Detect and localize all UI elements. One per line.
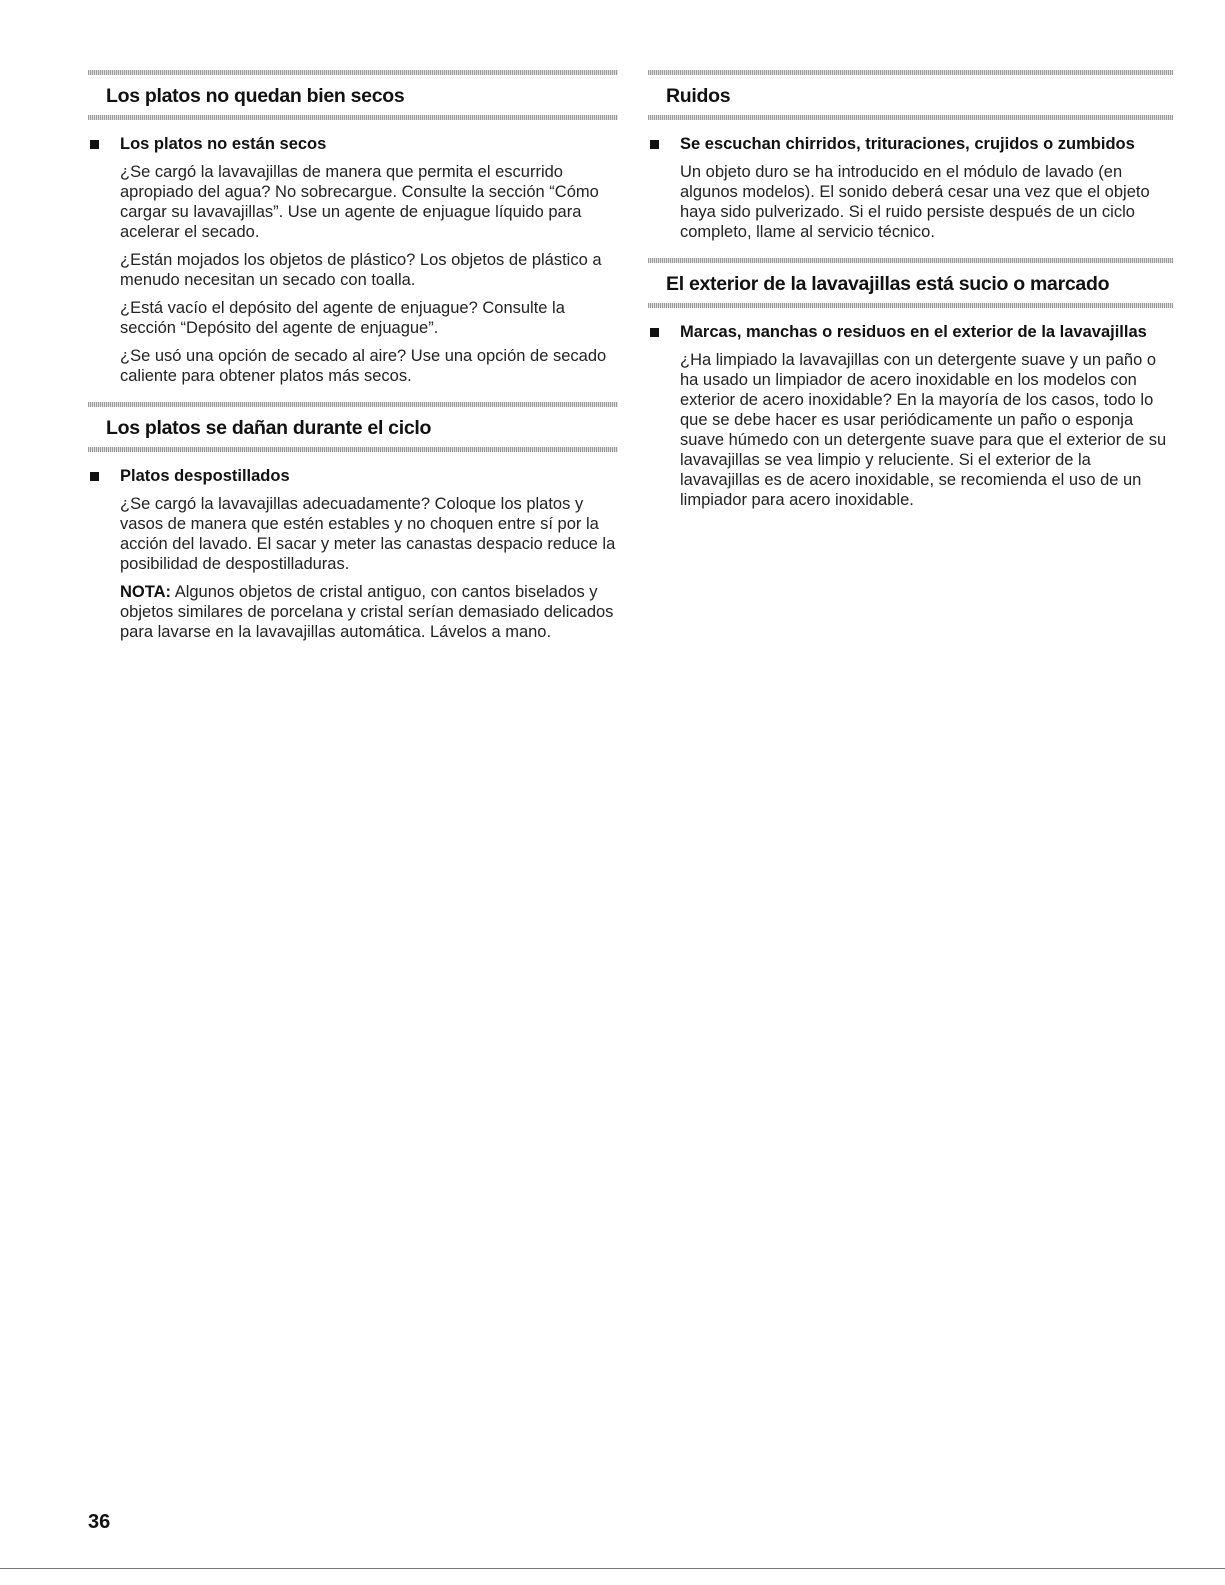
section-title: Los platos no quedan bien secos xyxy=(106,85,405,107)
paragraph: ¿Se cargó la lavavajillas adecuadamente? Coloque los platos y vasos de manera que estén estables y no choquen entre sí por la acción del lavado. El sacar y meter las canastas despacio reduce la posibilidad de despostilladuras. xyxy=(120,495,616,573)
paragraph: ¿Está vacío el depósito del agente de enjuague? Consulte la sección “Depósito del agente de enjuague”. xyxy=(120,299,565,337)
problem-heading xyxy=(88,466,618,486)
square-bullet-icon xyxy=(650,140,659,149)
right-column xyxy=(648,70,1173,526)
paragraph: Un objeto duro se ha introducido en el módulo de lavado (en algunos modelos). El sonido deberá cesar una vez que el objeto haya sido pulverizado. Si el ruido persiste después de un ciclo completo, llame al servicio técnico. xyxy=(680,163,1150,241)
page-number: 36 xyxy=(88,1511,111,1533)
paragraph: ¿Ha limpiado la lavavajillas con un detergente suave y un paño o ha usado un limpiador de acero inoxidable en los modelos con exterior de acero inoxidable? En la mayoría de los casos, todo lo que se debe hacer es usar periódicamente un paño o esponja suave húmedo con un detergente suave para que el exterior de su lavavajillas se vea limpio y reluciente. Si el exterior de la lavavajillas es de acero inoxidable, se recomienda el uso de un limpiador para acero inoxidable. xyxy=(680,351,1167,509)
paragraph: ¿Se usó una opción de secado al aire? Use una opción de secado caliente para obtener platos más secos. xyxy=(120,347,607,385)
problem-item xyxy=(648,322,1173,510)
section-dishes-damaged xyxy=(88,402,618,642)
note-paragraph xyxy=(120,582,618,642)
problem-heading xyxy=(648,134,1173,154)
problem-title: Los platos no están secos xyxy=(120,135,327,153)
problem-heading xyxy=(88,134,618,154)
note-label: NOTA: xyxy=(120,583,172,601)
note-text: Algunos objetos de cristal antiguo, con cantos biselados y objetos similares de porcelana y cristal serían demasiado delicados para lavarse en la lavavajillas automática. Lávelos a mano. xyxy=(120,583,614,641)
paragraph: ¿Se cargó la lavavajillas de manera que permita el escurrido apropiado del agua? No sobrecargue. Consulte la sección “Cómo cargar su lavavajillas”. Use un agente de enjuague líquido para acelerar el secado. xyxy=(120,163,599,241)
page-bottom-rule xyxy=(0,1568,1225,1569)
problem-title: Platos despostillados xyxy=(120,467,290,485)
problem-title: Marcas, manchas o residuos en el exterior de la lavavajillas xyxy=(680,323,1147,341)
section-rule-bottom xyxy=(648,115,1173,120)
square-bullet-icon xyxy=(90,140,99,149)
section-title: Los platos se dañan durante el ciclo xyxy=(106,417,432,439)
section-noises xyxy=(648,70,1173,242)
section-exterior-dirty xyxy=(648,258,1173,510)
problem-item xyxy=(88,134,618,386)
section-title: El exterior de la lavavajillas está sucio o marcado xyxy=(666,273,1110,295)
problem-title: Se escuchan chirridos, trituraciones, crujidos o zumbidos xyxy=(680,135,1135,153)
square-bullet-icon xyxy=(650,328,659,337)
section-rule-bottom xyxy=(88,115,618,120)
problem-item xyxy=(88,466,618,642)
left-column xyxy=(88,70,618,658)
section-dishes-not-dry xyxy=(88,70,618,386)
problem-heading xyxy=(648,322,1173,342)
problem-item xyxy=(648,134,1173,242)
section-rule-bottom xyxy=(88,447,618,452)
square-bullet-icon xyxy=(90,472,99,481)
section-title: Ruidos xyxy=(666,85,731,107)
paragraph: ¿Están mojados los objetos de plástico? Los objetos de plástico a menudo necesitan un secado con toalla. xyxy=(120,251,602,289)
section-rule-bottom xyxy=(648,303,1173,308)
